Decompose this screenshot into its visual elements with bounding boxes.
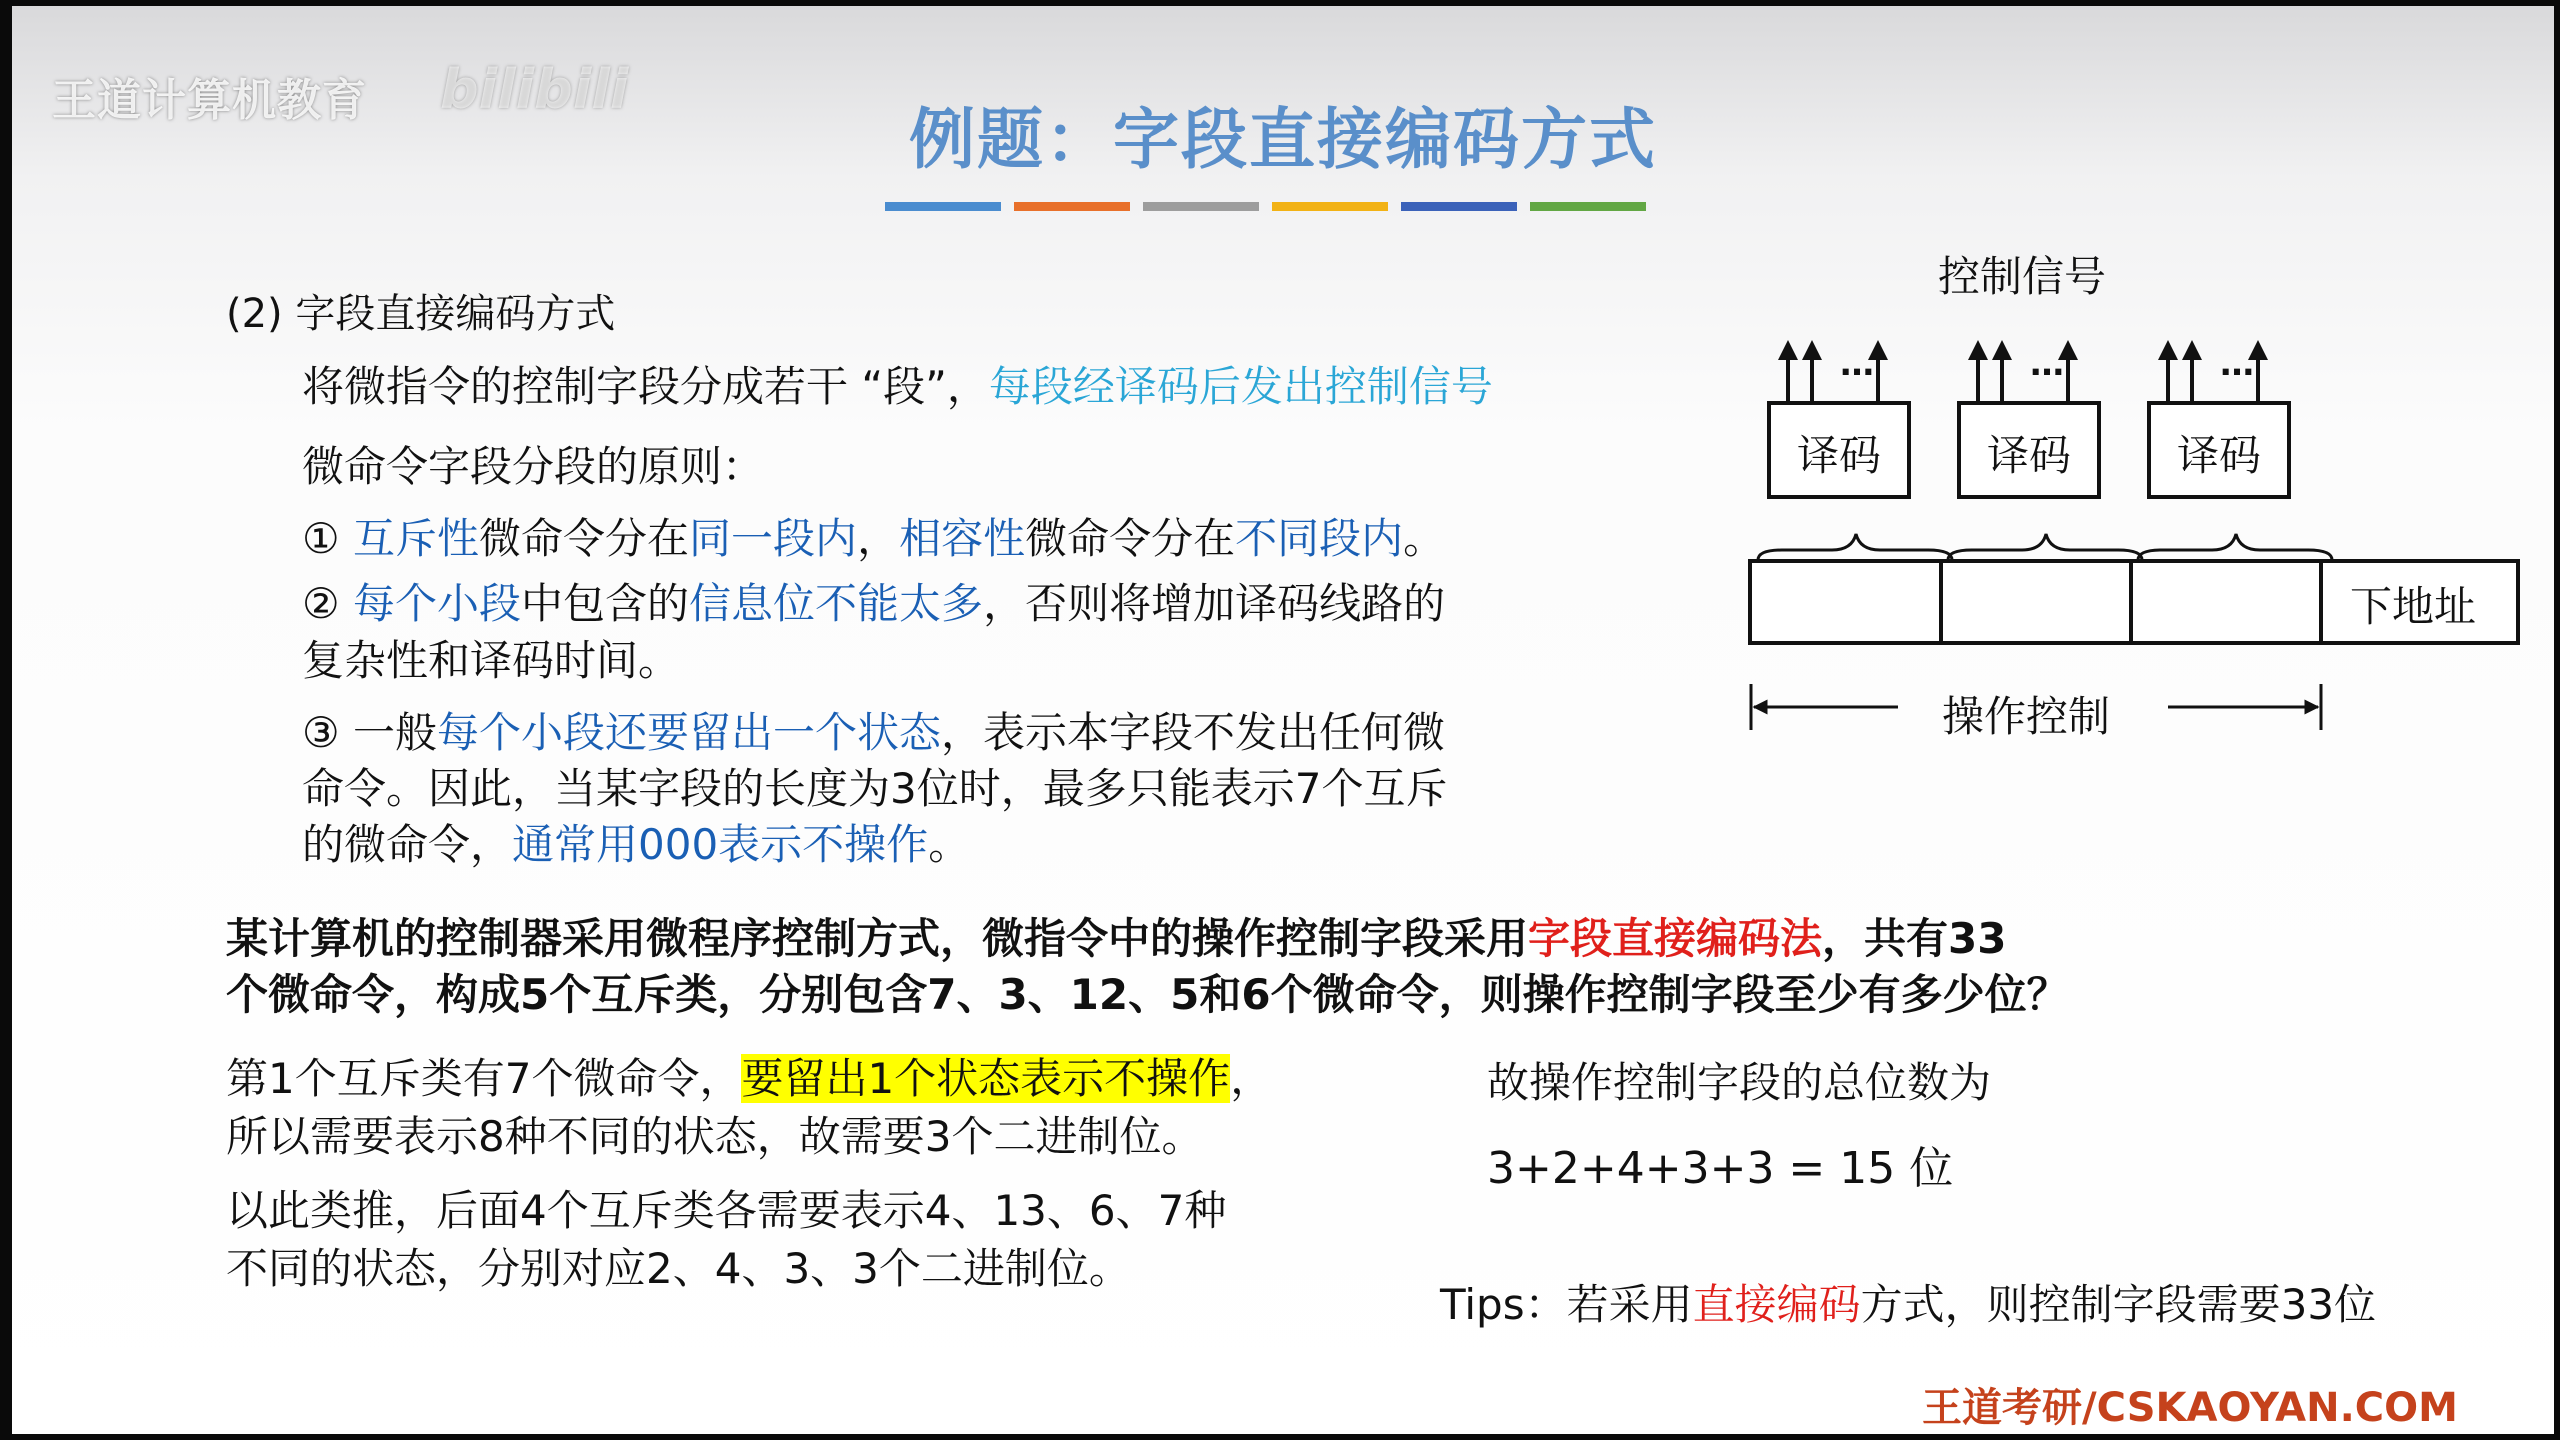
section-heading: (2) 字段直接编码方式 <box>226 291 616 337</box>
answer-highlight: 要留出1个状态表示不操作 <box>741 1054 1231 1103</box>
decoder-box-2 <box>1957 401 2101 499</box>
answer-text: ， <box>1230 1054 1273 1103</box>
next-address-label: 下地址 <box>2350 582 2477 631</box>
decoder-label: 译码 <box>1796 431 1881 480</box>
question-line1 <box>226 906 2006 966</box>
p1-term: 同一段内 <box>689 514 858 563</box>
p3-text: 。 <box>928 820 971 869</box>
principle-2 <box>302 571 1445 631</box>
diagram-top-label: 控制信号 <box>1938 252 2107 301</box>
p3-text: ③ 一般 <box>302 708 438 757</box>
tips-text: Tips：若采用 <box>1440 1280 1693 1329</box>
p2-term: 每个小段 <box>353 579 522 628</box>
question-text: ，共有33 <box>1822 914 2007 963</box>
color-bar-segment <box>1143 202 1259 211</box>
principle-2-line2: 复杂性和译码时间。 <box>302 636 681 685</box>
tips-highlight: 直接编码 <box>1692 1280 1861 1329</box>
principle-1 <box>302 506 1445 566</box>
slide-title: 例题：字段直接编码方式 <box>909 101 1657 178</box>
p3-term: 通常用000表示不操作 <box>512 820 929 869</box>
decoder-box-3 <box>2147 401 2291 499</box>
p1-text: 微命令分在 <box>479 514 690 563</box>
color-bar-segment <box>1014 202 1130 211</box>
op-control-label: 操作控制 <box>1942 692 2111 741</box>
dots-3: … <box>2220 344 2254 384</box>
watermark-brand: 王道计算机教育 <box>52 75 367 126</box>
p2-text: 中包含的 <box>521 579 690 628</box>
field-divider <box>1939 559 1943 645</box>
answer-line1 <box>226 1046 1272 1106</box>
slide <box>12 6 2554 1434</box>
field-divider <box>2129 559 2133 645</box>
tips-text: 方式，则控制字段需要33位 <box>1860 1280 2377 1329</box>
p1-term: 互斥性 <box>353 514 480 563</box>
color-bar-segment <box>1530 202 1646 211</box>
answer-line4: 不同的状态，分别对应2、4、3、3个二进制位。 <box>226 1244 1131 1293</box>
footer-brand: 王道考研/CSKAOYAN.COM <box>1922 1385 2458 1431</box>
principle-3-line3 <box>302 812 970 872</box>
p1-text: ， <box>857 514 900 563</box>
line1-text: 将微指令的控制字段分成若干 “段”， <box>302 362 989 411</box>
p3-text: 的微命令， <box>302 820 513 869</box>
total-label: 故操作控制字段的总位数为 <box>1487 1058 1992 1107</box>
p1-text: 。 <box>1403 514 1446 563</box>
answer-line2: 所以需要表示8种不同的状态，故需要3个二进制位。 <box>226 1112 1204 1161</box>
p3-term: 每个小段还要留出一个状态 <box>437 708 942 757</box>
p3-text: ，表示本字段不发出任何微 <box>941 708 1446 757</box>
watermark-bilibili-logo: bilibili <box>440 58 629 121</box>
section-line1 <box>302 354 1493 414</box>
question-text: 某计算机的控制器采用微程序控制方式，微指令中的操作控制字段采用 <box>226 914 1529 963</box>
color-bar-segment <box>1272 202 1388 211</box>
p1-term: 不同段内 <box>1235 514 1404 563</box>
answer-line3: 以此类推，后面4个互斥类各需要表示4、13、6、7种 <box>226 1186 1227 1235</box>
answer-text: 第1个互斥类有7个微命令， <box>226 1054 742 1103</box>
total-formula: 3+2+4+3+3 = 15 位 <box>1487 1143 1954 1194</box>
tips <box>1440 1272 2376 1332</box>
decoder-label: 译码 <box>2176 431 2261 480</box>
field-divider <box>2319 559 2323 645</box>
p1-num: ① <box>302 514 340 563</box>
principle-3-line2: 命令。因此，当某字段的长度为3位时，最多只能表示7个互斥 <box>302 764 1448 813</box>
color-bar-segment <box>1401 202 1517 211</box>
dots-1: … <box>1840 344 1874 384</box>
decoder-label: 译码 <box>1986 431 2071 480</box>
line1-highlight: 每段经译码后发出控制信号 <box>988 362 1493 411</box>
p1-term: 相容性 <box>899 514 1026 563</box>
dots-2: … <box>2030 344 2064 384</box>
question-highlight: 字段直接编码法 <box>1528 914 1823 963</box>
decoder-box-1 <box>1767 401 1911 499</box>
principle-3 <box>302 700 1445 760</box>
p2-term: 信息位不能太多 <box>689 579 984 628</box>
principle-title: 微命令字段分段的原则： <box>302 442 765 491</box>
p1-text: 微命令分在 <box>1025 514 1236 563</box>
question-line2: 个微命令，构成5个互斥类，分别包含7、3、12、5和6个微命令，则操作控制字段至少有多少位？ <box>226 970 2069 1019</box>
color-bar-segment <box>885 202 1001 211</box>
p2-text: ，否则将增加译码线路的 <box>983 579 1446 628</box>
p2-num: ② <box>302 579 340 628</box>
